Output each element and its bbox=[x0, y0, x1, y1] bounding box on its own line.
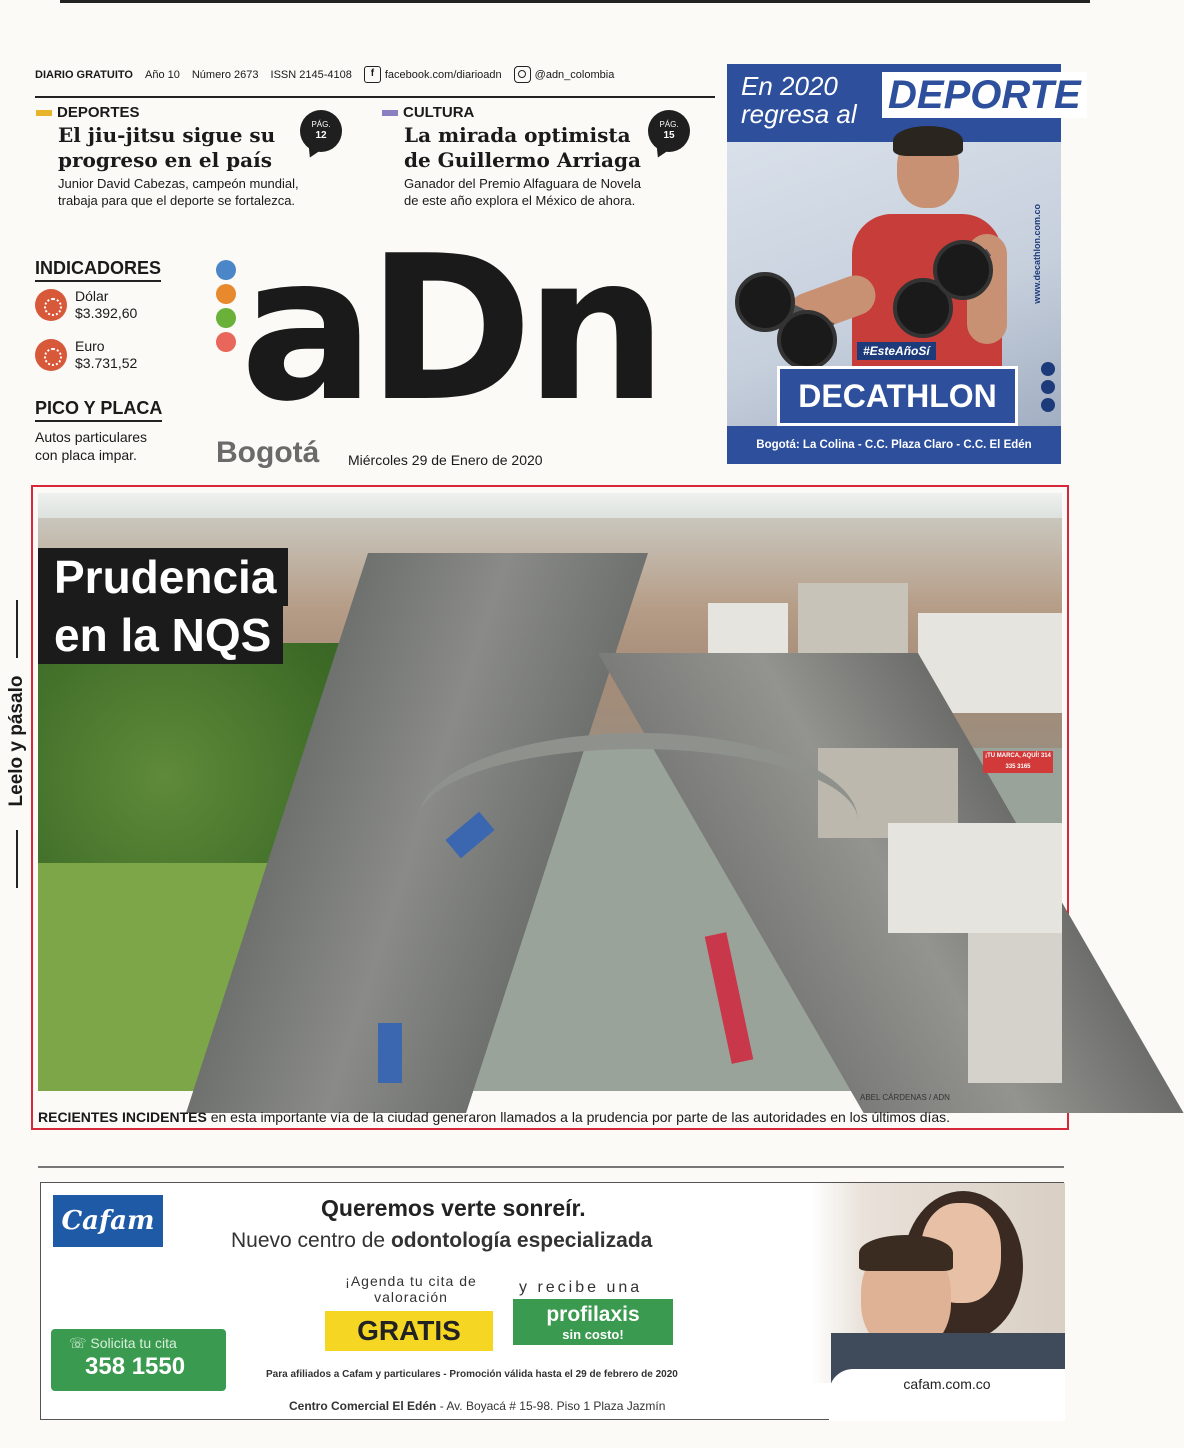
dek-line-2: trabaja para que el deporte se fortalezca. bbox=[58, 193, 296, 208]
main-story-title-2 bbox=[38, 606, 283, 664]
indicators-title: INDICADORES bbox=[35, 258, 161, 282]
page-badge-15[interactable] bbox=[648, 110, 690, 152]
currency-down-icon bbox=[35, 339, 67, 371]
issue-number: Número 2673 bbox=[191, 68, 259, 81]
address-rest: - Av. Boyacá # 15-98. Piso 1 Plaza Jazmín bbox=[436, 1399, 666, 1413]
subheadline-text: Nuevo centro de bbox=[231, 1229, 391, 1252]
diario-label: DIARIO GRATUITO bbox=[35, 68, 133, 81]
page-badge-number: 15 bbox=[663, 130, 675, 141]
year-label: Año 10 bbox=[144, 68, 180, 81]
main-story-photo[interactable] bbox=[38, 493, 1062, 1091]
ad-address bbox=[289, 1399, 665, 1413]
gratis-badge: GRATIS bbox=[325, 1311, 493, 1351]
side-label-text: Leelo y pásalo bbox=[6, 675, 27, 807]
ad-legal: Para afiliados a Cafam y particulares - Promoción válida hasta el 29 de febrero de 2020 bbox=[266, 1369, 678, 1380]
phone-icon: ☏ bbox=[69, 1335, 91, 1351]
social-icon bbox=[1041, 362, 1055, 376]
photo-building bbox=[968, 933, 1062, 1083]
section-label: CULTURA bbox=[403, 104, 475, 121]
instagram-icon bbox=[514, 66, 531, 83]
section-separator bbox=[38, 1166, 1064, 1168]
main-story-caption bbox=[38, 1109, 1062, 1125]
solicita-cita-box[interactable] bbox=[51, 1329, 226, 1391]
logo-dot-blue bbox=[216, 260, 236, 280]
section-marker-icon bbox=[382, 110, 398, 116]
cafam-website[interactable]: cafam.com.co bbox=[829, 1369, 1065, 1421]
edition-date: Miércoles 29 de Enero de 2020 bbox=[348, 452, 543, 468]
page-badge-12[interactable] bbox=[300, 110, 342, 152]
indicator-euro bbox=[35, 338, 137, 372]
solicita-label bbox=[69, 1335, 177, 1352]
section-label: DEPORTES bbox=[57, 104, 140, 121]
ad-hashtag: #EsteAñoSí bbox=[857, 342, 936, 360]
caption-text: en esta importante vía de la ciudad generaron llamados a la prudencia por parte de las autoridades en los últimos días. bbox=[206, 1109, 951, 1125]
social-icon bbox=[1041, 380, 1055, 394]
title-line-2: en la NQS bbox=[54, 609, 272, 661]
logo-dot-orange bbox=[216, 284, 236, 304]
facebook-icon: f bbox=[364, 66, 381, 83]
photo-credit: ABEL CÁRDENAS / ADN bbox=[860, 1093, 950, 1102]
instagram-link[interactable] bbox=[514, 66, 615, 83]
photo-billboard: ¡TU MARCA, AQUÍ! 314 335 3165 bbox=[983, 751, 1053, 773]
address-bold: Centro Comercial El Edén bbox=[289, 1399, 437, 1413]
headline-line-1: El jiu-jitsu sigue su bbox=[58, 123, 276, 147]
ad-agenda bbox=[331, 1273, 491, 1305]
headline-line-2: progreso en el país bbox=[58, 148, 272, 172]
indicator-value: $3.392,60 bbox=[75, 305, 138, 321]
sin-costo-text: sin costo! bbox=[562, 1327, 624, 1342]
ad-recibe: y recibe una bbox=[519, 1279, 643, 1296]
headline-line-1: La mirada optimista bbox=[404, 123, 631, 147]
caption-lead: RECIENTES INCIDENTES bbox=[38, 1109, 207, 1125]
instagram-handle: @adn_colombia bbox=[534, 68, 615, 81]
ad-line-2: regresa al bbox=[741, 99, 857, 129]
teaser-dek bbox=[36, 175, 388, 209]
photo-building bbox=[888, 823, 1062, 933]
subheadline-bold: odontología especializada bbox=[390, 1229, 653, 1252]
cafam-ad[interactable] bbox=[40, 1182, 1064, 1420]
page-badge-label: PÁG. bbox=[311, 120, 331, 129]
ad-deporte-word: DEPORTE bbox=[882, 72, 1087, 118]
facebook-link[interactable] bbox=[364, 66, 502, 83]
ad-headline: Queremos verte sonreír. bbox=[321, 1195, 586, 1221]
pico-placa-text bbox=[35, 428, 185, 464]
ad-locations: Bogotá: La Colina - C.C. Plaza Claro - C.C. El Edén bbox=[727, 426, 1061, 464]
ad-line-1: En 2020 bbox=[741, 71, 838, 101]
profilaxis-text: profilaxis bbox=[546, 1303, 640, 1326]
edition-city: Bogotá bbox=[216, 436, 320, 469]
agenda-line-1: ¡Agenda tu cita de bbox=[345, 1273, 477, 1289]
top-rule bbox=[60, 0, 1090, 3]
page-badge-number: 12 bbox=[315, 130, 327, 141]
logo-dot-green bbox=[216, 308, 236, 328]
decathlon-ad[interactable] bbox=[727, 64, 1081, 464]
indicator-dolar bbox=[35, 288, 137, 322]
section-marker-icon bbox=[36, 110, 52, 116]
ad-subheadline bbox=[231, 1229, 652, 1253]
dumbbell-icon bbox=[933, 240, 993, 300]
facebook-handle: facebook.com/diarioadn bbox=[384, 68, 502, 81]
profilaxis-badge bbox=[513, 1299, 673, 1345]
man-hair bbox=[859, 1235, 953, 1271]
social-icon bbox=[1041, 398, 1055, 412]
dek-line-1: Ganador del Premio Alfaguara de Novela bbox=[404, 176, 642, 191]
indicator-value: $3.731,52 bbox=[75, 355, 138, 371]
teaser-dek bbox=[382, 175, 734, 209]
side-rule bbox=[16, 830, 18, 888]
masthead-meta bbox=[35, 66, 715, 83]
athlete-hair bbox=[893, 126, 963, 156]
cafam-logo: Cafam bbox=[53, 1195, 163, 1247]
decathlon-logo: DECATHLON bbox=[777, 366, 1018, 426]
indicator-label: Dólar bbox=[75, 288, 109, 304]
headline-line-2: de Guillermo Arriaga bbox=[404, 148, 641, 172]
page-badge-label: PÁG. bbox=[659, 120, 679, 129]
agenda-line-2: valoración bbox=[374, 1289, 448, 1305]
main-story-title bbox=[38, 548, 288, 606]
phone-number[interactable]: 358 1550 bbox=[85, 1353, 186, 1380]
title-line-1: Prudencia bbox=[54, 551, 277, 603]
photo-bus bbox=[705, 932, 754, 1064]
logo-dot-red bbox=[216, 332, 236, 352]
indicator-label: Euro bbox=[75, 338, 105, 354]
dek-line-2: de este año explora el México de ahora. bbox=[404, 193, 636, 208]
pico-placa-title: PICO Y PLACA bbox=[35, 398, 162, 422]
pico-line-2: con placa impar. bbox=[35, 447, 137, 463]
solicita-text: Solicita tu cita bbox=[90, 1335, 177, 1351]
ad-tagline bbox=[741, 72, 857, 128]
ad-website[interactable]: www.decathlon.com.co bbox=[1032, 204, 1042, 304]
dumbbell-icon bbox=[777, 310, 837, 370]
pico-line-1: Autos particulares bbox=[35, 429, 148, 445]
dek-line-1: Junior David Cabezas, campeón mundial, bbox=[58, 176, 299, 191]
currency-down-icon bbox=[35, 289, 67, 321]
adn-logo[interactable]: aDn bbox=[240, 213, 660, 446]
masthead-rule bbox=[35, 96, 715, 98]
photo-bus bbox=[378, 1023, 402, 1083]
issn-label: ISSN 2145-4108 bbox=[270, 68, 352, 81]
